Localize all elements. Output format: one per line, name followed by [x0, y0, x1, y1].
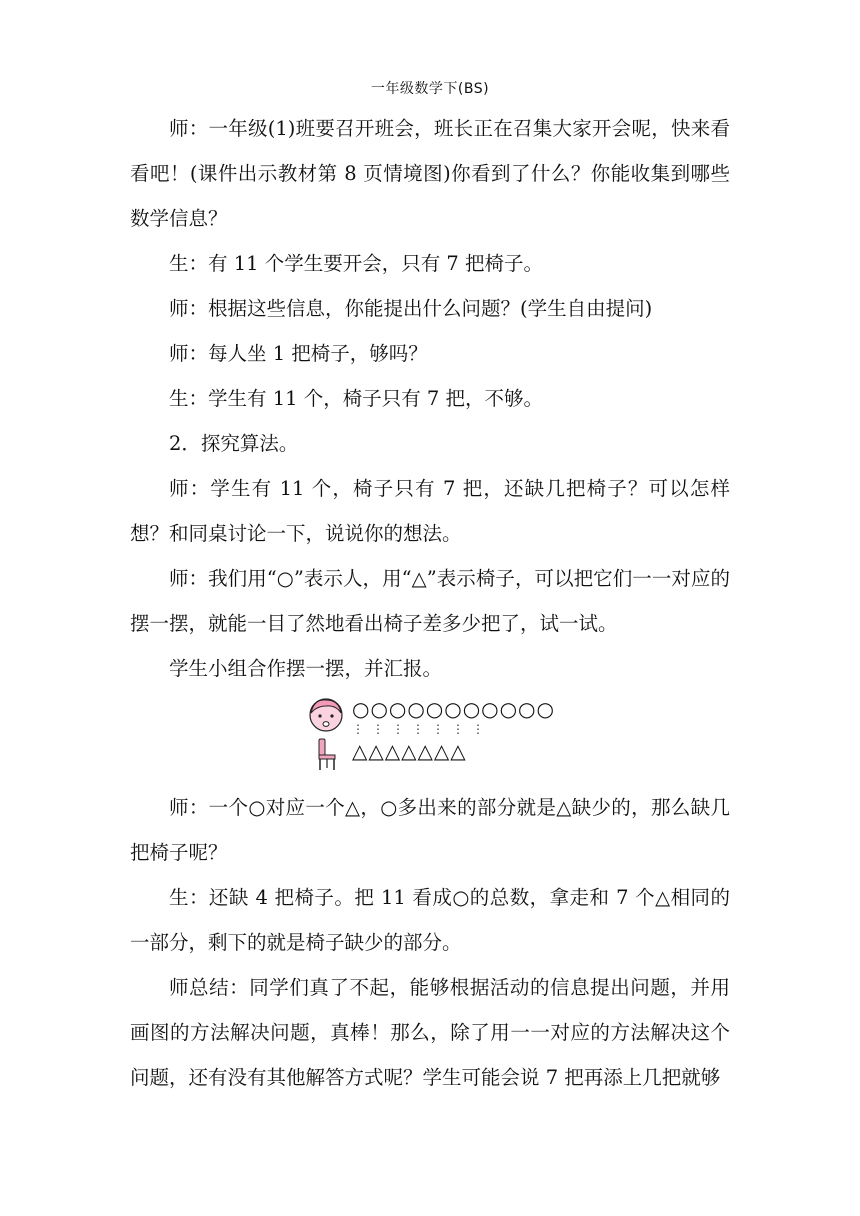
paragraph: 学生小组合作摆一摆，并汇报。 — [169, 657, 443, 680]
paragraph: 师：每人坐 1 把椅子，够吗？ — [169, 342, 428, 365]
chair-icon — [316, 737, 338, 771]
paragraph: 师：根据这些信息，你能提出什么问题？(学生自由提问) — [169, 297, 653, 320]
circle-row: ○○○○○○○○○○○ — [352, 697, 555, 721]
paragraph: 师：一个○对应一个△，○多出来的部分就是△缺少的，那么缺几把椅子呢？ — [130, 796, 730, 864]
paragraph: 师：我们用“○”表示人，用“△”表示椅子，可以把它们一一对应的摆一摆，就能一目了然地看出椅子差多少把了，试一试。 — [130, 567, 730, 635]
paragraph: 生：有 11 个学生要开会，只有 7 把椅子。 — [169, 252, 544, 275]
page-header: 一年级数学下(BS) — [370, 81, 490, 97]
paragraph: 师：一年级(1)班要召开班会，班长正在召集大家开会呢，快来看看吧！(课件出示教材第 8 页情境图)你看到了什么？你能收集到哪些数学信息？ — [130, 117, 730, 230]
lesson-content — [130, 106, 730, 1100]
paragraph: 生：还缺 4 把椅子。把 11 看成○的总数，拿走和 7 个△相同的一部分，剩下的就是椅子缺少的部分。 — [130, 886, 730, 954]
correspondence-dots: ⋮⋮⋮⋮⋮⋮⋮ — [352, 722, 492, 736]
section-heading: 2．探究算法。 — [169, 432, 299, 455]
paragraph: 师：学生有 11 个，椅子只有 7 把，还缺几把椅子？可以怎样想？和同桌讨论一下，说说你的想法。 — [130, 477, 730, 545]
paragraph: 生：学生有 11 个，椅子只有 7 把，不够。 — [169, 387, 544, 410]
correspondence-figure — [130, 693, 730, 781]
paragraph: 师总结：同学们真了不起，能够根据活动的信息提出问题，并用画图的方法解决问题，真棒！那么，除了用一一对应的方法解决这个问题，还有没有其他解答方式呢？学生可能会说 7 把再添上几把就够 — [130, 976, 730, 1089]
triangle-row: △△△△△△△ — [352, 739, 467, 763]
child-face-icon — [308, 697, 344, 733]
